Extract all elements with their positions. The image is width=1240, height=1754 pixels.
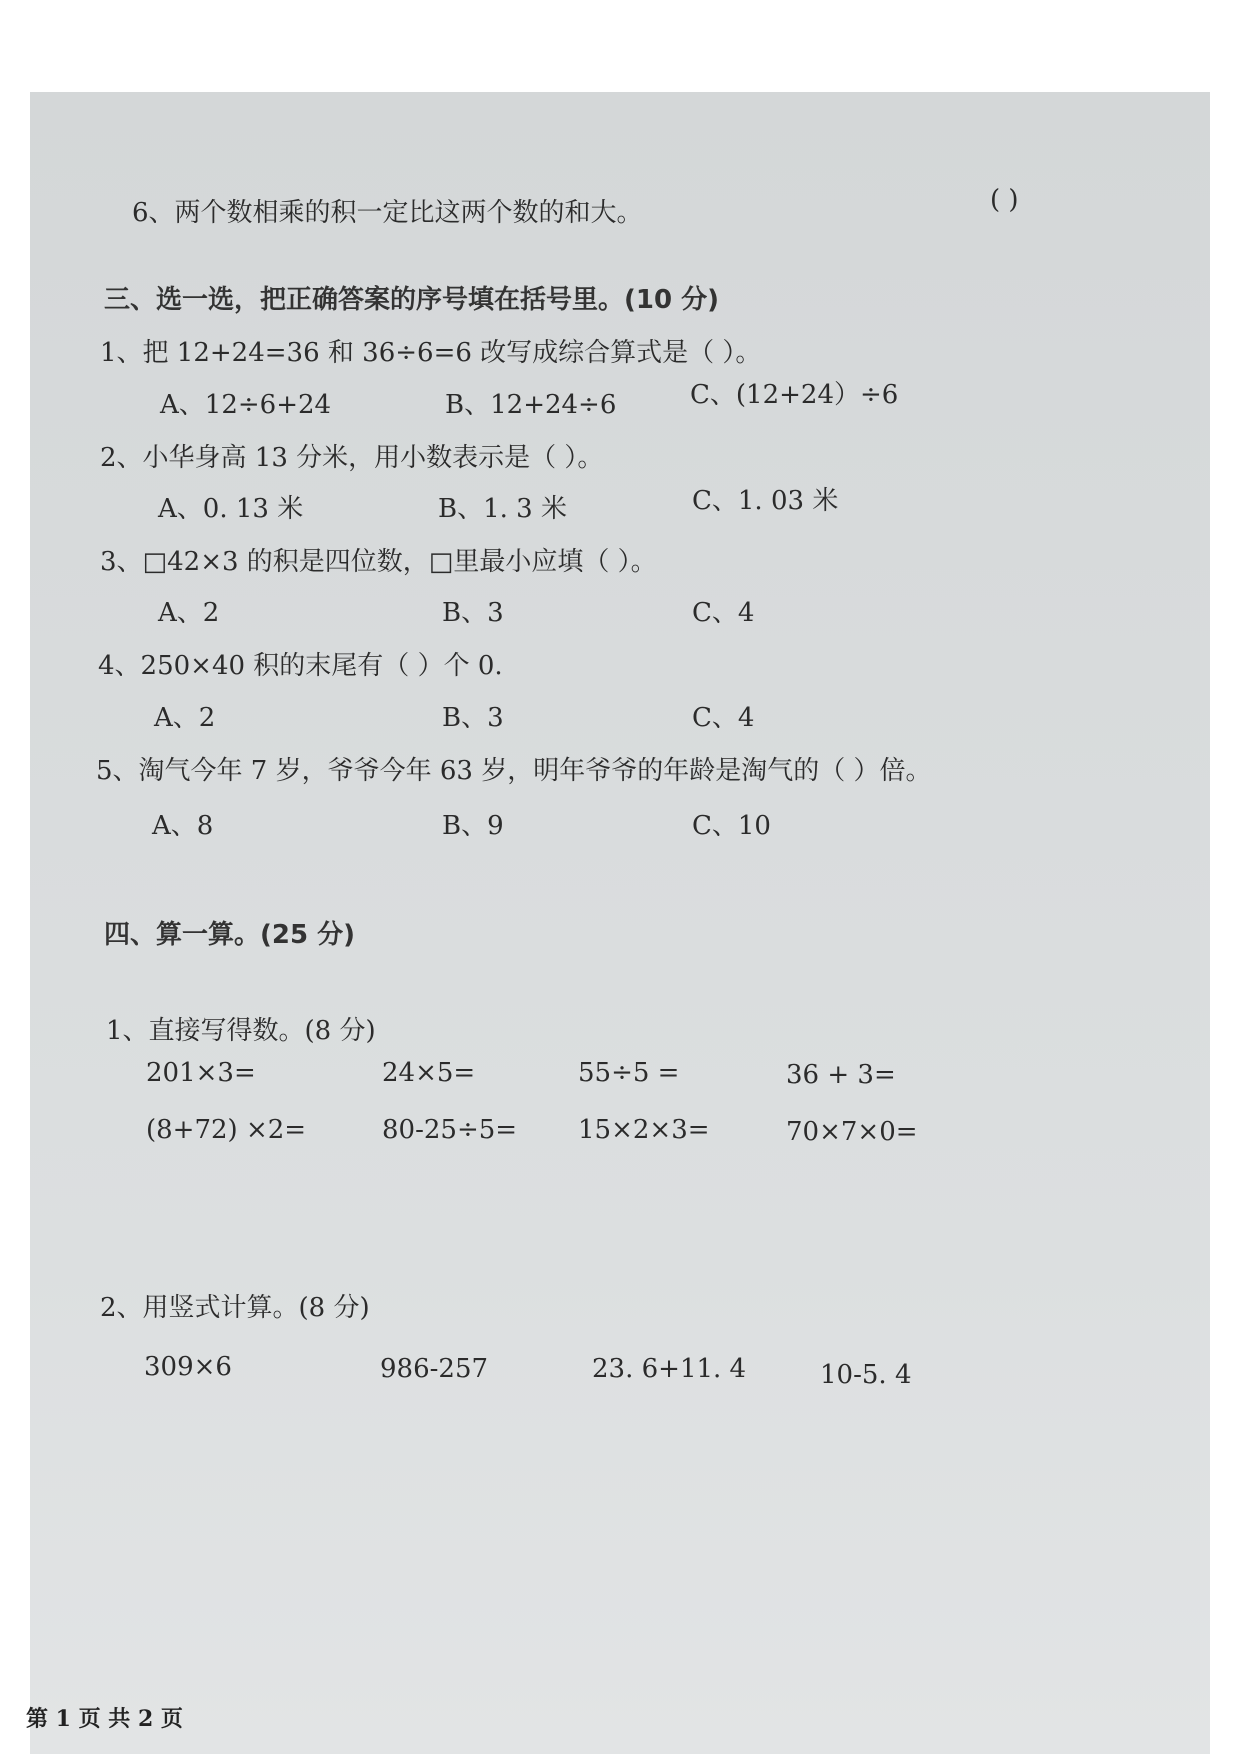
vertical-calc-1: 309×6	[144, 1352, 232, 1382]
question-3: 3、□42×3 的积是四位数，□里最小应填（ ）。	[100, 547, 657, 577]
mental-calc-5: (8+72) ×2=	[146, 1115, 307, 1145]
q2-option-c: C、1. 03 米	[692, 486, 839, 516]
q1-option-c: C、(12+24）÷6	[690, 380, 899, 410]
q5-option-b: B、9	[442, 811, 504, 841]
question-5: 5、淘气今年 7 岁，爷爷今年 63 岁，明年爷爷的年龄是淘气的（ ）倍。	[96, 756, 932, 786]
q3-option-c: C、4	[692, 598, 755, 628]
q3-option-b: B、3	[442, 598, 504, 628]
q1-option-a: A、12÷6+24	[160, 390, 332, 420]
answer-blank: ( )	[990, 185, 1019, 215]
q2-option-a: A、0. 13 米	[158, 494, 304, 524]
vertical-calc-2: 986-257	[380, 1354, 489, 1384]
mental-calc-1: 201×3=	[146, 1058, 256, 1088]
mental-calc-3: 55÷5 =	[578, 1058, 680, 1088]
question-4: 4、250×40 积的末尾有（ ）个 0.	[98, 651, 503, 681]
vertical-calc-4: 10-5. 4	[820, 1360, 912, 1390]
true-false-item-6: 6、两个数相乘的积一定比这两个数的和大。	[132, 198, 643, 228]
q5-option-c: C、10	[692, 811, 771, 841]
question-2: 2、小华身高 13 分米，用小数表示是（ ）。	[100, 443, 604, 473]
q1-option-b: B、12+24÷6	[445, 390, 617, 420]
q4-option-a: A、2	[154, 703, 216, 733]
q4-option-b: B、3	[442, 703, 504, 733]
mental-calc-2: 24×5=	[382, 1058, 476, 1088]
q2-option-b: B、1. 3 米	[438, 494, 567, 524]
part-2-title: 2、用竖式计算。(8 分)	[100, 1293, 370, 1323]
mental-calc-7: 15×2×3=	[578, 1115, 710, 1145]
vertical-calc-3: 23. 6+11. 4	[592, 1354, 747, 1384]
mental-calc-8: 70×7×0=	[786, 1117, 918, 1147]
question-1: 1、把 12+24=36 和 36÷6=6 改写成综合算式是（ ）。	[100, 338, 762, 368]
section-4-heading: 四、算一算。(25 分)	[104, 920, 355, 950]
q4-option-c: C、4	[692, 703, 755, 733]
q5-option-a: A、8	[152, 811, 214, 841]
q3-option-a: A、2	[158, 598, 220, 628]
mental-calc-6: 80-25÷5=	[382, 1115, 518, 1145]
mental-calc-4: 36 + 3=	[786, 1060, 896, 1090]
page-number: 第 1 页 共 2 页	[26, 1706, 183, 1732]
part-1-title: 1、直接写得数。(8 分)	[106, 1016, 376, 1046]
section-3-heading: 三、选一选，把正确答案的序号填在括号里。(10 分)	[104, 285, 719, 315]
